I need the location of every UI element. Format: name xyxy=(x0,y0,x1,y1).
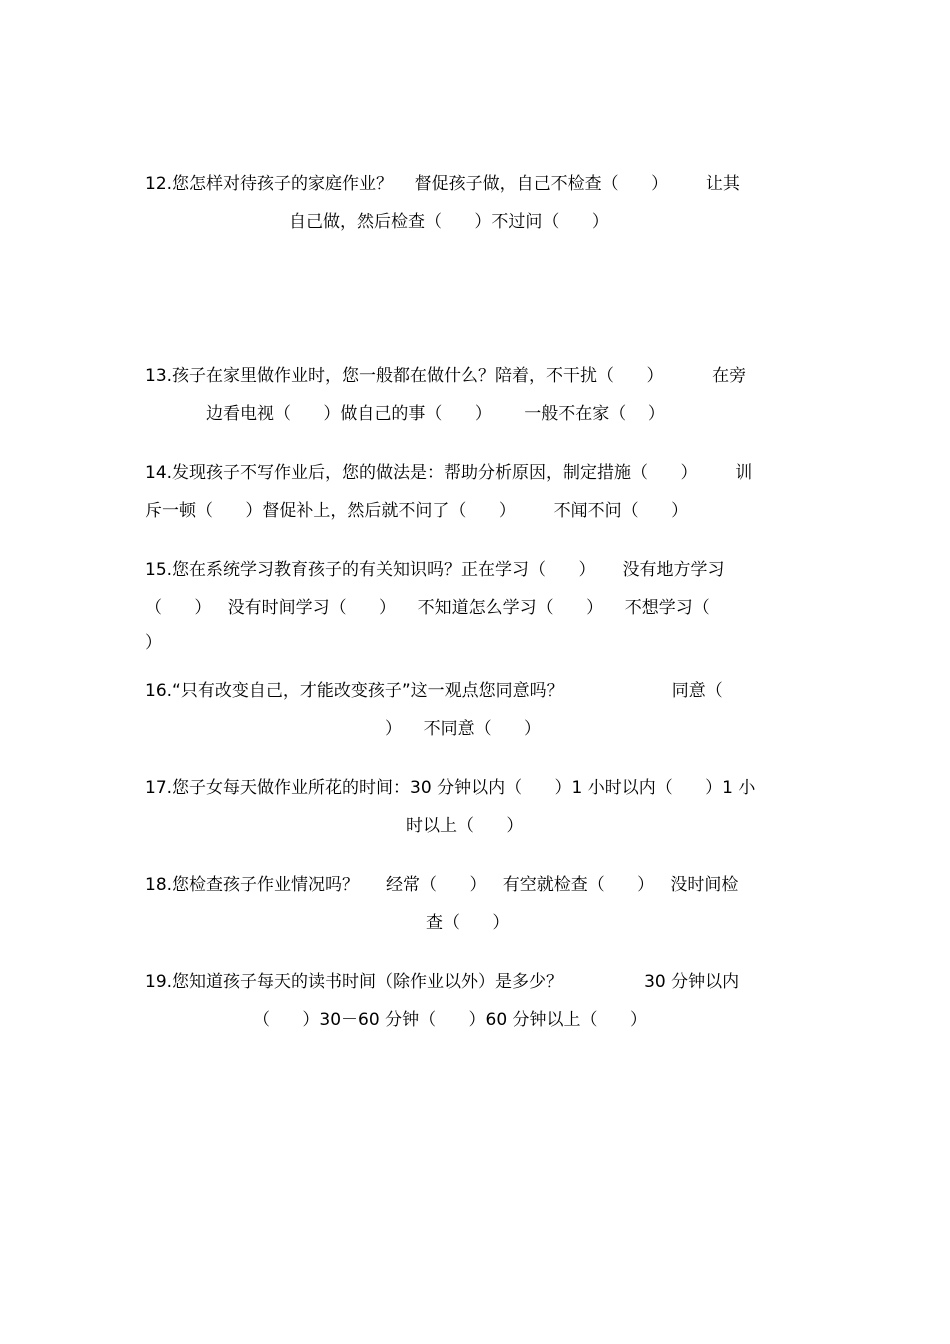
question-12-line-1: 12.您怎样对待孩子的家庭作业？ 督促孩子做，自己不检查（ ） 让其 xyxy=(145,174,740,194)
question-19-line-2: （ ）30－60 分钟（ ）60 分钟以上（ ） xyxy=(253,1010,647,1030)
question-18-line-2: 查（ ） xyxy=(426,913,510,933)
question-19-line-1: 19.您知道孩子每天的读书时间（除作业以外）是多少？ 30 分钟以内 xyxy=(145,972,740,992)
question-14-line-2: 斥一顿（ ）督促补上，然后就不问了（ ） 不闻不问（ ） xyxy=(145,501,689,521)
question-13-line-1: 13.孩子在家里做作业时，您一般都在做什么？陪着，不干扰（ ） 在旁 xyxy=(145,366,747,386)
question-15-line-2: （ ） 没有时间学习（ ） 不知道怎么学习（ ） 不想学习（ xyxy=(145,598,710,618)
question-15-line-3: ） xyxy=(145,633,162,653)
question-15-line-1: 15.您在系统学习教育孩子的有关知识吗？正在学习（ ） 没有地方学习 xyxy=(145,560,725,580)
question-12-line-2: 自己做，然后检查（ ）不过问（ ） xyxy=(289,212,609,232)
question-16-line-1: 16.“只有改变自己，才能改变孩子”这一观点您同意吗？ 同意（ xyxy=(145,681,723,701)
question-14-line-1: 14.发现孩子不写作业后，您的做法是：帮助分析原因，制定措施（ ） 训 xyxy=(145,463,753,483)
question-16-line-2: ） 不同意（ ） xyxy=(385,719,542,739)
question-17-line-1: 17.您子女每天做作业所花的时间：30 分钟以内（ ）1 小时以内（ ）1 小 xyxy=(145,778,756,798)
question-17-line-2: 时以上（ ） xyxy=(406,816,524,836)
question-13-line-2: 边看电视（ ）做自己的事（ ） 一般不在家（ ） xyxy=(206,404,665,424)
question-18-line-1: 18.您检查孩子作业情况吗？ 经常（ ） 有空就检查（ ） 没时间检 xyxy=(145,875,739,895)
